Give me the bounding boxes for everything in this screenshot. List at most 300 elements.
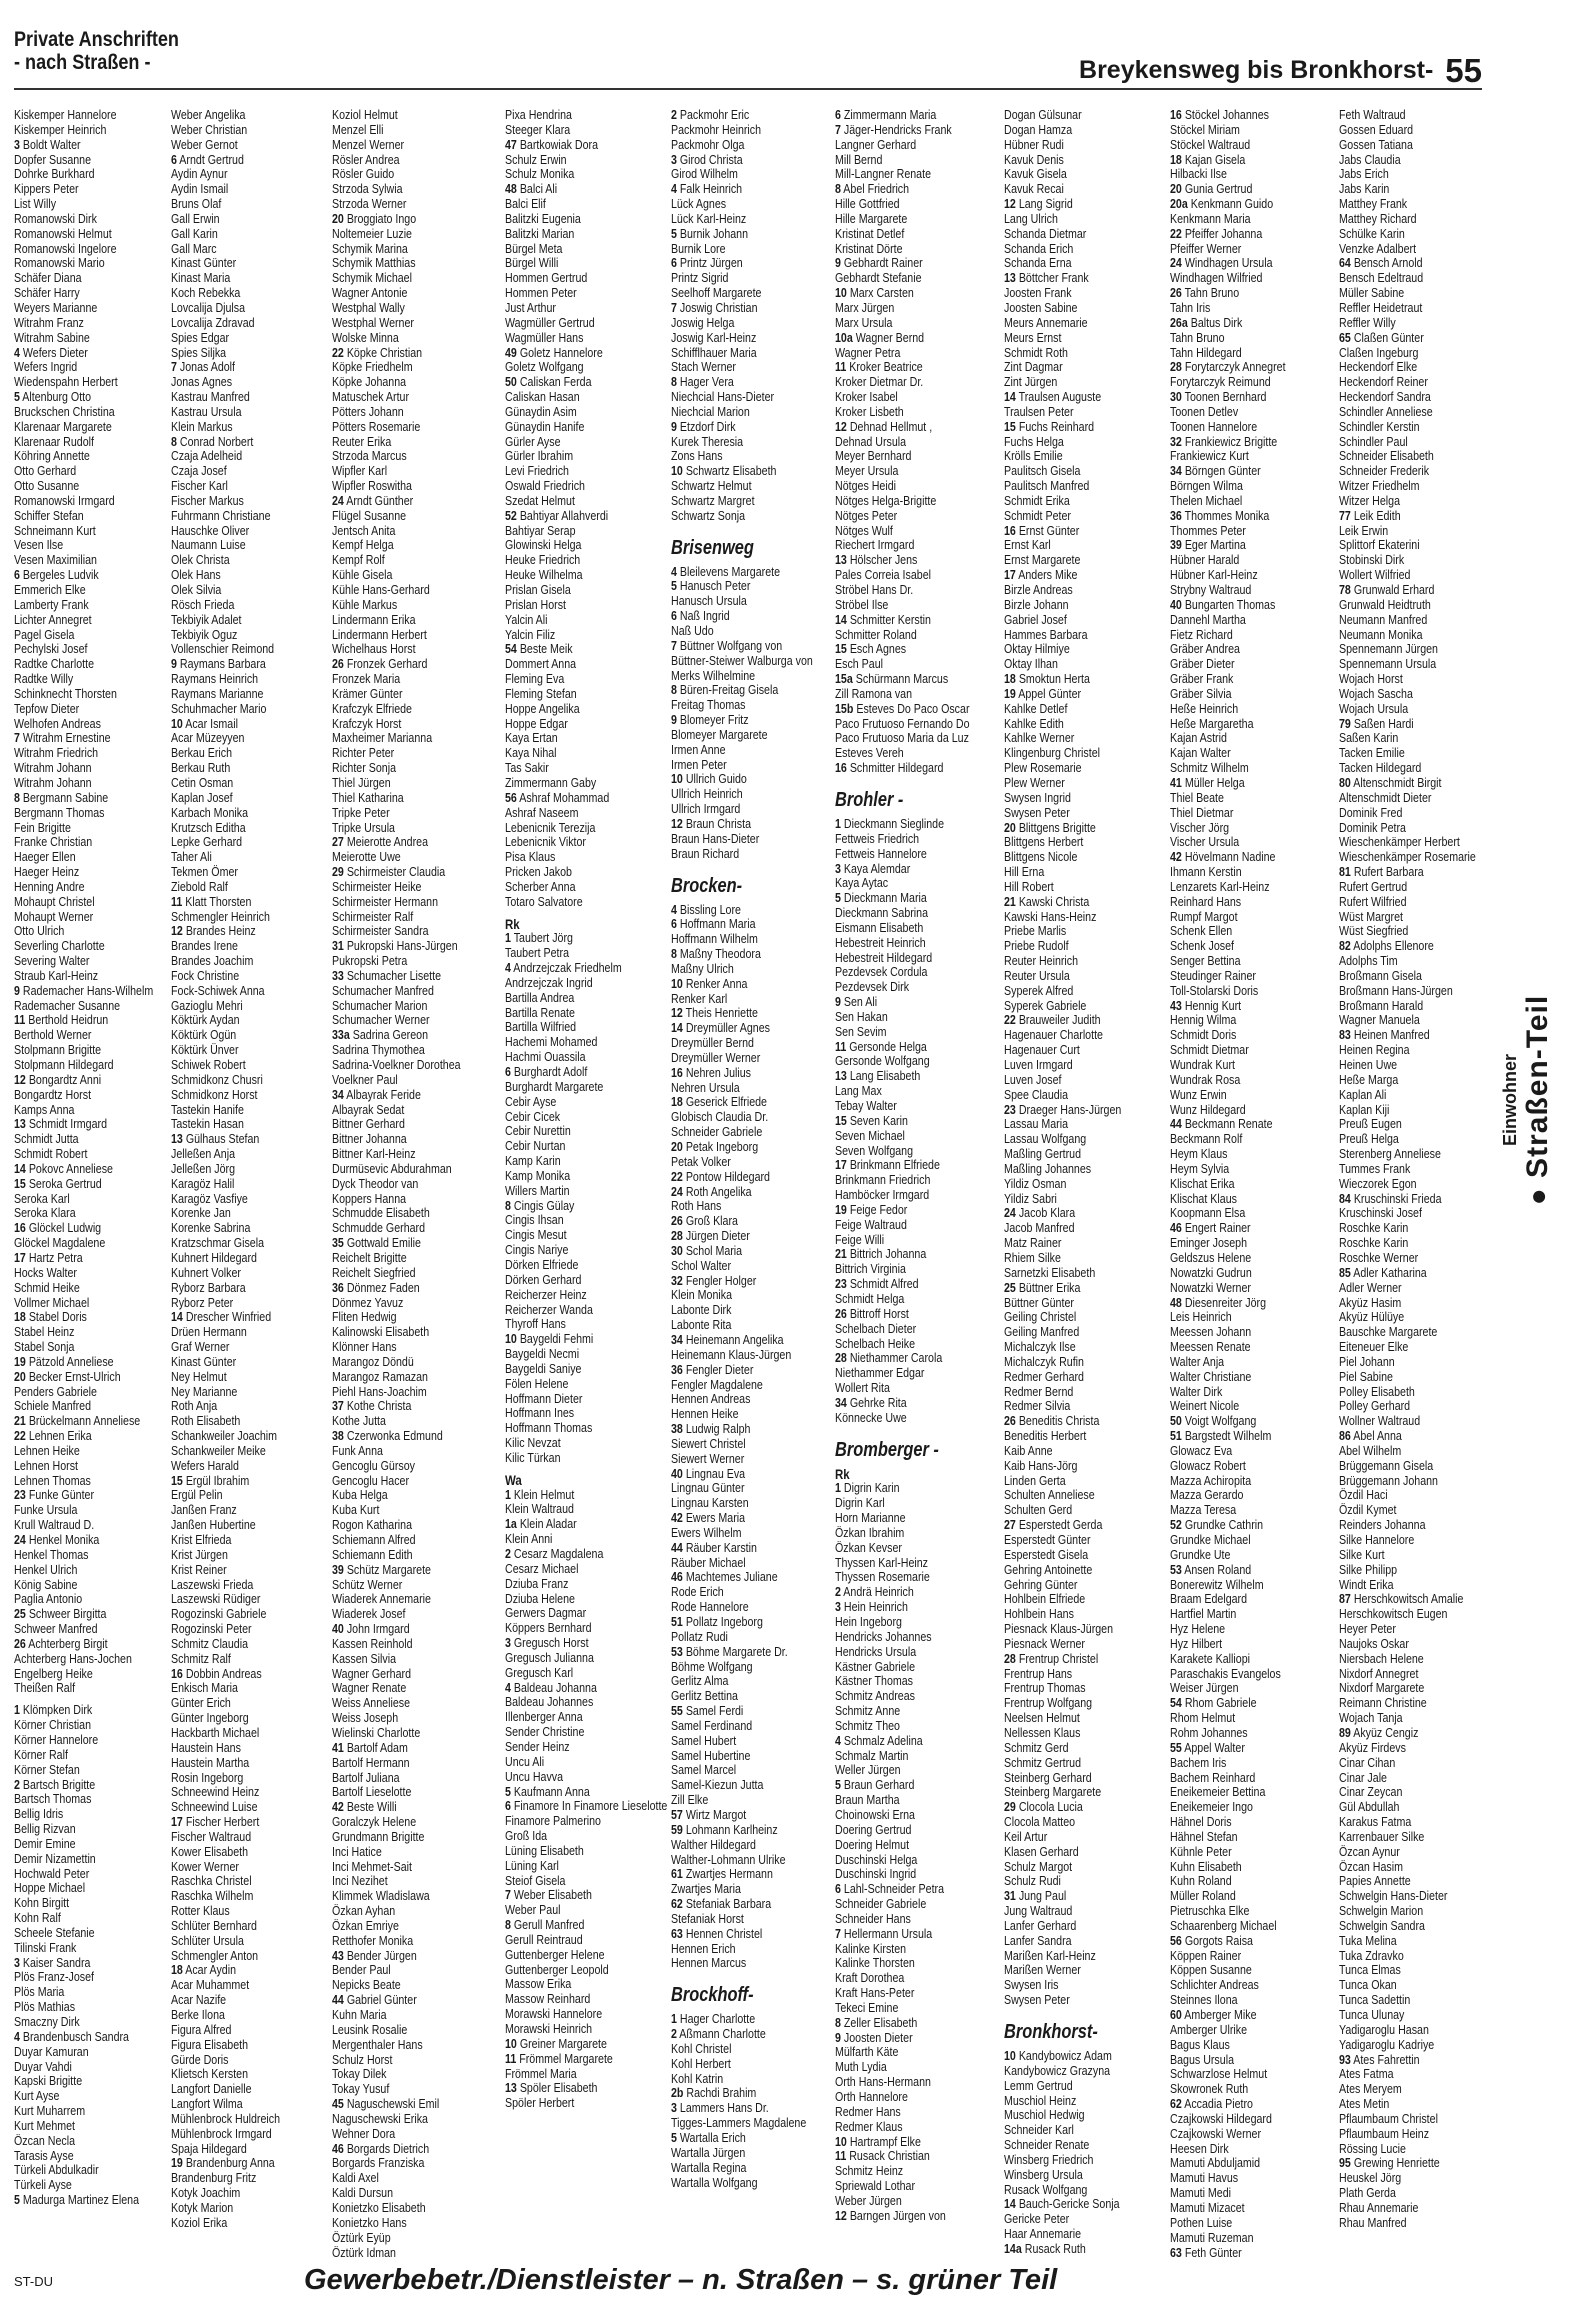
resident-entry: Hähnel Doris [1170,1814,1232,1830]
house-number: 2 [14,1776,20,1792]
resident-entry: 13 Gülhaus Stefan [171,1131,260,1147]
house-number: 26 [671,1213,683,1229]
house-number: 38 [671,1421,683,1437]
house-number: 62 [1170,2096,1182,2112]
resident-entry: Ullrich Heinrich [671,786,743,802]
resident-entry: Kästner Thomas [835,1673,914,1689]
house-number: 15b [835,700,854,716]
resident-entry: Lang Ulrich [1004,210,1058,226]
resident-entry: Weiser Jürgen [1170,1680,1239,1696]
house-number: 33 [332,967,344,983]
resident-entry: Tarasis Ayse [14,2147,74,2163]
resident-entry: 4 Falk Heinrich [671,181,743,197]
resident-entry: Hoffmann Dieter [505,1390,583,1406]
resident-entry: 19 Brandenburg Anna [171,2155,275,2171]
resident-entry: Dopfer Susanne [14,151,92,167]
resident-entry: Kaib Anne [1004,1442,1053,1458]
resident-entry: 23 Funke Günter [14,1487,95,1503]
resident-entry: Seven Michael [835,1127,905,1143]
house-number: 50 [1170,1413,1182,1429]
house-number: 28 [835,1350,847,1366]
resident-entry: Riechert Irmgard [835,537,915,553]
resident-entry: Kaya Nihal [505,745,557,761]
resident-entry: 32 Frankiewicz Brigitte [1170,433,1278,449]
house-number: 15a [835,671,853,687]
resident-entry: Körner Ralf [14,1746,68,1762]
resident-entry: Olek Hans [171,567,221,583]
house-number: 11 [835,2148,847,2164]
page-header [14,28,1482,88]
resident-entry: 56 Gorgots Raisa [1170,1932,1253,1948]
resident-entry: Jabs Claudia [1339,151,1401,167]
resident-entry: Caliskan Hasan [505,389,580,405]
resident-entry: Lück Karl-Heinz [671,210,747,226]
resident-entry: Steudinger Rainer [1170,967,1256,983]
resident-entry: 10 Marx Carsten [835,285,914,301]
house-number: 10 [835,2133,847,2149]
resident-entry: Hohlbein Hans [1004,1606,1074,1622]
resident-entry: Jentsch Anita [332,522,396,538]
house-number: 14 [171,1309,183,1325]
resident-entry: Amberger Ulrike [1170,2021,1248,2037]
resident-entry: Samel Hubert [671,1732,737,1748]
resident-entry: 53 Böhme Margarete Dr. [671,1643,788,1659]
spacer [671,1971,801,1978]
resident-entry: Fleming Stefan [505,685,577,701]
resident-entry: Schiemann Alfred [332,1532,416,1547]
column-2 [171,108,329,2238]
resident-entry: 51 Pollatz Ingeborg [671,1614,763,1629]
resident-entry: Gerwers Dagmar [505,1605,587,1621]
house-number: 20 [671,1139,683,1154]
resident-entry: 14 Traulsen Auguste [1004,389,1102,405]
directory-columns [14,107,1476,2260]
house-number: 5 [505,1783,511,1799]
resident-entry: Flügel Susanne [332,507,407,523]
resident-entry: Hagenauer Curt [1004,1042,1080,1058]
resident-entry: Karbach Monika [171,804,249,820]
resident-entry: Kippers Peter [14,181,79,197]
resident-entry: Öztürk Eyüp [332,2229,391,2245]
resident-entry: Horn Marianne [835,1510,906,1526]
resident-entry: Figura Elisabeth [171,2036,249,2052]
resident-entry: Schwelgin Sandra [1339,1917,1425,1933]
resident-entry: Leik Erwin [1339,522,1389,538]
resident-entry: Schmitz Anne [835,1703,901,1719]
house-number: 36 [1170,507,1182,523]
street-range-title [1079,48,1482,89]
resident-entry: 6 Lahl-Schneider Petra [835,1881,945,1897]
resident-entry: Menzel Werner [332,136,405,152]
resident-entry: 27 Meierotte Andrea [332,834,429,850]
resident-entry: 22 Lehnen Erika [14,1428,92,1444]
resident-entry: Lenzarets Karl-Heinz [1170,878,1270,894]
resident-entry: Heße Margaretha [1170,715,1254,731]
resident-entry: Samel Marcel [671,1762,737,1778]
resident-entry: Kempf Helga [332,537,394,553]
resident-entry: Nepicks Beate [332,1977,401,1993]
resident-entry: Kaplan Josef [171,789,233,805]
resident-entry: Brandenburg Fritz [171,2170,257,2186]
resident-entry: Ashraf Naseem [505,804,579,820]
resident-entry: Kempf Rolf [332,552,385,568]
resident-entry: Dominik Petra [1339,819,1406,835]
resident-entry: Paglia Antonio [14,1591,83,1607]
resident-entry: Scherber Anna [505,878,576,894]
resident-entry: Kruschinski Josef [1339,1205,1422,1221]
resident-entry: Weber Angelika [171,107,246,122]
resident-entry: Wagner Petra [835,344,901,360]
resident-entry: Splittorf Ekaterini [1339,537,1420,553]
resident-entry: Blittgens Herbert [1004,834,1084,850]
house-number: 41 [332,1739,344,1755]
resident-entry: 2 Aßmann Charlotte [671,2026,766,2042]
house-number: 4 [14,344,20,360]
resident-entry: Zint Jürgen [1004,374,1058,390]
resident-entry: Roschke Karin [1339,1220,1409,1236]
resident-entry: Ates Meryem [1339,2081,1402,2097]
resident-entry: 37 Kothe Christa [332,1398,412,1414]
resident-entry: Haar Annemarie [1004,2226,1082,2242]
resident-entry: Schneider Frederik [1339,463,1430,479]
resident-entry: 83 Heinen Manfred [1339,1027,1430,1043]
resident-entry: Walter Christiane [1170,1368,1252,1384]
resident-entry: 15a Schürmann Marcus [835,671,949,687]
resident-entry: 55 Appel Walter [1170,1739,1245,1755]
resident-entry: 6 Bergeles Ludvik [14,567,99,583]
resident-entry: Reicherzer Heinz [505,1286,587,1302]
resident-entry: Böhme Wolfgang [671,1658,753,1674]
resident-entry: Jung Waltraud [1004,1903,1073,1919]
resident-entry: Tebay Walter [835,1098,897,1113]
resident-entry: Schneewind Luise [171,1799,258,1815]
resident-entry: Hauschke Oliver [171,522,250,538]
resident-entry: Neelsen Helmut [1004,1710,1080,1726]
resident-entry: Tahn Hildegard [1170,344,1242,360]
resident-entry: Acar Nazife [171,1992,227,2008]
house-number: 44 [1170,1116,1182,1132]
bullet-icon: ● [1522,1187,1553,1206]
resident-entry: Schanda Dietmar [1004,225,1087,241]
resident-entry: Michalczyk Ilse [1004,1339,1076,1355]
resident-entry: Tokay Yusuf [332,2081,390,2097]
resident-entry: Fischer Waltraud [171,1828,252,1844]
resident-entry: Naß Udo [671,623,714,638]
resident-entry: Printz Sigrid [671,270,729,286]
resident-entry: 7 Joswig Christian [671,299,758,315]
resident-entry: Syperek Alfred [1004,982,1074,998]
resident-entry: Taubert Petra [505,945,569,961]
house-number: 1 [671,2011,677,2027]
resident-entry: Langner Gerhard [835,136,917,152]
resident-entry: Irmen Anne [671,741,726,757]
resident-entry: Schneimann Kurt [14,522,96,538]
resident-entry: Abel Wilhelm [1339,1442,1402,1458]
resident-entry: Heym Sylvia [1170,1160,1230,1176]
resident-entry: Schiwek Robert [171,1057,246,1072]
resident-entry: 85 Adler Katharina [1339,1264,1427,1280]
resident-entry: 26 Groß Klara [671,1213,738,1229]
resident-entry: Lück Agnes [671,196,727,212]
house-number: 16 [14,1220,26,1236]
resident-entry: Zons Hans [671,448,723,464]
house-number: 52 [1170,1517,1182,1533]
resident-entry: Morawski Hannelore [505,2006,603,2022]
house-number: 12 [1004,196,1016,212]
resident-entry: 19 Appel Günter [1004,685,1082,701]
resident-entry: Samel Hubertine [671,1747,751,1763]
resident-entry: Massow Reinhard [505,1991,591,2007]
resident-entry: Lingnau Günter [671,1480,745,1496]
resident-entry: Schiele Manfred [14,1398,92,1414]
resident-entry: 1 Taubert Jörg [505,930,573,946]
resident-entry: Kristinat Detlef [835,225,905,241]
resident-entry: 20 Broggiato Ingo [332,210,417,226]
resident-entry: Geiling Manfred [1004,1324,1080,1340]
resident-entry: Tacken Emilie [1339,745,1405,761]
resident-entry: Jonas Agnes [171,374,233,390]
resident-entry: 3 Kaiser Sandra [14,1954,91,1970]
resident-entry: 24 Roth Angelika [671,1183,752,1199]
resident-entry: Ryborz Peter [171,1294,234,1310]
house-number: 12 [14,1071,26,1087]
resident-entry: 47 Bartkowiak Dora [505,136,599,152]
house-number: 14 [1004,389,1016,405]
resident-entry: Polley Elisabeth [1339,1383,1415,1399]
resident-entry: 21 Bittrich Johanna [835,1246,927,1262]
house-number: 78 [1339,582,1351,597]
resident-entry: 13 Hölscher Jens [835,552,918,568]
house-number: 54 [1170,1695,1182,1711]
resident-entry: Kuba Kurt [332,1502,380,1518]
resident-entry: Seroka Klara [14,1205,76,1221]
house-number: 14 [14,1160,26,1176]
resident-entry: 48 Balci Ali [505,181,558,197]
house-number: 17 [835,1157,847,1173]
resident-entry: Duyar Vahdi [14,2058,72,2074]
resident-entry: Grundmann Brigitte [332,1828,425,1844]
house-number: 10 [171,715,183,731]
house-number: 62 [671,1896,683,1912]
resident-entry: 20a Kenkmann Guido [1170,196,1274,212]
resident-entry: Wagmüller Hans [505,329,584,345]
resident-entry: Wojach Horst [1339,671,1403,687]
resident-entry: Pales Correia Isabel [835,567,931,583]
resident-entry: 56 Ashraf Mohammad [505,789,610,805]
house-number: 3 [671,151,677,167]
house-number: 13 [835,552,847,568]
house-number: 8 [671,374,677,390]
resident-entry: Inci Nezihet [332,1873,388,1889]
resident-entry: Dörken Gerhard [505,1271,582,1287]
resident-entry: Clocola Matteo [1004,1814,1076,1830]
house-number: 20 [1004,819,1016,835]
house-number: 37 [332,1398,344,1414]
resident-entry: Piesnack Werner [1004,1635,1085,1651]
house-number: 5 [835,890,841,906]
resident-entry: 12 Barngen Jürgen von [835,2207,946,2223]
resident-entry: Plös Franz-Josef [14,1969,94,1985]
resident-entry: 25 Büttner Erika [1004,1279,1081,1295]
resident-entry: 15b Esteves Do Paco Oscar [835,700,970,716]
house-number: 7 [14,730,20,746]
resident-entry: 15 Esch Agnes [835,641,907,657]
resident-entry: Spies Edgar [171,329,230,345]
resident-entry: Sender Christine [505,1724,585,1740]
resident-entry: Paco Frutuoso Fernando Do [835,715,970,731]
resident-entry: Gencoglu Gürsoy [332,1457,415,1473]
resident-entry: Kahlke Detlef [1004,700,1068,716]
resident-entry: Kaya Aytac [835,875,889,891]
house-number: 15 [835,1112,847,1128]
house-number: 4 [14,2028,20,2044]
resident-entry: Mazza Gerardo [1170,1487,1244,1503]
resident-entry: Roschke Karin [1339,1235,1409,1251]
house-number: 12 [835,418,847,434]
house-number: 30 [1170,389,1182,405]
house-number: 22 [1170,225,1182,241]
resident-entry: Schirmeister Sandra [332,923,429,939]
resident-entry: Kawski Hans-Heinz [1004,908,1097,924]
resident-entry: Willers Martin [505,1182,570,1198]
resident-entry: Piehl Hans-Joachim [332,1383,427,1399]
resident-entry: Mühlenbrock Irmgard [171,2125,272,2141]
resident-entry: Wielinski Charlotte [332,1724,421,1740]
resident-entry: 22 Pfeiffer Johanna [1170,225,1263,241]
house-number: 13 [171,1131,183,1147]
resident-entry: Krutzsch Editha [171,819,246,835]
resident-entry: 9 Joosten Dieter [835,2029,913,2045]
house-number: 4 [835,1732,841,1748]
resident-entry: Vollenschier Reimond [171,641,275,657]
resident-entry: Globisch Claudia Dr. [671,1109,769,1125]
house-number: 14 [835,611,847,627]
resident-entry: Joosten Frank [1004,285,1072,301]
resident-entry: 2b Rachdi Brahim [671,2085,757,2101]
resident-entry: Hilbacki Ilse [1170,166,1227,182]
resident-entry: Schulz Margot [1004,1858,1073,1874]
resident-entry: Neumann Manfred [1339,611,1428,627]
resident-entry: 3 Boldt Walter [14,136,81,152]
resident-entry: 24 Arndt Günther [332,492,414,508]
resident-entry: 15 Seven Karin [835,1112,908,1128]
resident-entry: Swysen Peter [1004,1992,1070,2008]
house-number: 8 [835,181,841,197]
resident-entry: Bittner Johanna [332,1131,407,1147]
resident-entry: Redmer Silvia [1004,1398,1071,1414]
resident-entry: 17 Hartz Petra [14,1249,83,1265]
resident-entry: Hochwald Peter [14,1865,90,1881]
resident-entry: Witrahm Sabine [14,329,90,345]
resident-entry: Tripke Peter [332,804,390,820]
resident-entry: Walter Anja [1170,1353,1225,1369]
resident-entry: Mühlenbrock Huldreich [171,2110,281,2126]
resident-entry: Bartilla Andrea [505,989,575,1005]
resident-entry: Priebe Rudolf [1004,938,1069,954]
street-range: Breykensweg bis Bronkhorst- [1079,56,1434,84]
resident-entry: Lanfer Gerhard [1004,1917,1077,1933]
house-number: 10 [505,1331,517,1347]
resident-entry: Wagmüller Gertrud [505,314,595,330]
resident-entry: Köktürk Ogün [171,1027,237,1043]
resident-entry: Lemm Gertrud [1004,2077,1073,2093]
house-number: 93 [1339,2051,1351,2067]
resident-entry: Weber Gernot [171,136,238,152]
resident-entry: Büttner Günter [1004,1294,1074,1310]
resident-entry: Gräber Dieter [1170,656,1235,672]
resident-entry: 62 Stefaniak Barbara [671,1896,772,1912]
house-number: 56 [505,789,517,805]
resident-entry: Müller Roland [1170,1888,1236,1904]
resident-entry: Radtke Willy [14,671,74,687]
resident-entry: Luven Josef [1004,1071,1062,1087]
resident-entry: Lebenicnik Terezija [505,819,596,835]
resident-entry: Spennemann Ursula [1339,656,1437,672]
resident-entry: Kurek Theresia [671,433,744,449]
resident-entry: Hoppe Angelika [505,700,580,716]
resident-entry: Heuskel Jörg [1339,2170,1402,2186]
house-number: 40 [332,1621,344,1637]
resident-entry: 64 Bensch Arnold [1339,255,1423,271]
resident-entry: Mergenthaler Hans [332,2036,423,2052]
resident-entry: 44 Räuber Karstin [671,1539,757,1555]
resident-entry: Kavuk Gisela [1004,166,1067,182]
resident-entry: Klischat Erika [1170,1175,1235,1191]
resident-entry: Dyck Theodor van [332,1175,419,1191]
house-number: 11 [505,2050,517,2066]
resident-entry: Leis Heinrich [1170,1309,1232,1325]
resident-entry: 34 Gehrke Rita [835,1394,907,1410]
resident-entry: Laszewski Frieda [171,1576,254,1592]
resident-entry: Koziol Helmut [332,107,398,122]
resident-entry: 63 Feth Günter [1170,2244,1242,2260]
house-number: 6 [671,255,677,271]
resident-entry: Heckendorf Sandra [1339,389,1431,405]
resident-entry: Matz Rainer [1004,1235,1062,1251]
resident-entry: Pötters Rosemarie [332,418,421,434]
resident-entry: Meierotte Uwe [332,849,401,865]
house-number: 23 [835,1276,847,1292]
resident-entry: Thyssen Rosemarie [835,1569,930,1585]
resident-entry: Dohrke Burkhard [14,166,95,182]
resident-entry: Rusack Wolfgang [1004,2181,1088,2197]
resident-entry: 16 Nehren Julius [671,1064,752,1080]
house-number: 7 [835,1925,841,1941]
house-number: 61 [671,1866,683,1882]
resident-entry: Spaja Hildegard [171,2140,247,2156]
resident-entry: Plew Rosemarie [1004,760,1082,776]
house-number: 6 [171,151,177,167]
resident-entry: Günaydin Hanife [505,418,585,434]
resident-entry: Berthold Werner [14,1027,92,1043]
resident-entry: Grundke Michael [1170,1532,1251,1547]
resident-entry: Meyer Bernhard [835,448,912,464]
resident-entry: Schirmeister Ralf [332,908,414,924]
resident-entry: Heuke Wilhelma [505,567,583,583]
resident-entry: 11 Rusack Christian [835,2148,930,2164]
resident-entry: 10 Baygeldi Fehmi [505,1331,594,1347]
house-number: 34 [332,1086,344,1102]
resident-entry: Köktürk Ünver [171,1042,239,1058]
resident-entry: Hagenauer Charlotte [1004,1027,1103,1043]
resident-entry: Wieschenkämper Rosemarie [1339,849,1476,865]
resident-entry: Achterberg Hans-Jochen [14,1650,132,1666]
resident-entry: Raschka Wilhelm [171,1888,254,1904]
resident-entry: Doering Helmut [835,1836,910,1852]
resident-entry: Winsberg Ursula [1004,2166,1083,2182]
house-number: 3 [14,1954,20,1970]
resident-entry: 7 Jonas Adolf [171,359,236,375]
